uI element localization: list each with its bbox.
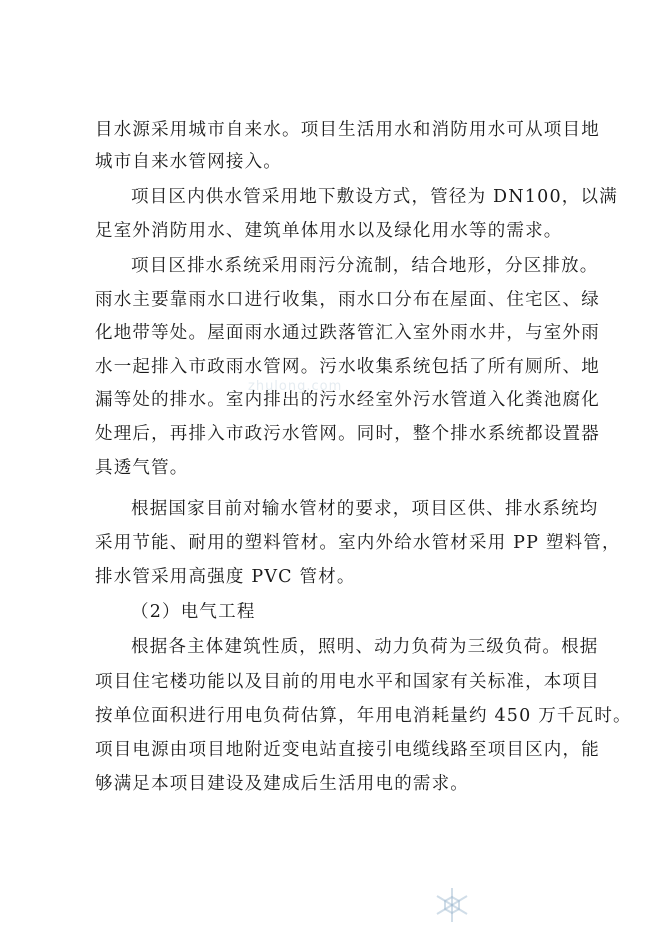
text-line: 具透气管。 bbox=[95, 458, 189, 478]
paragraph-start: 根据各主体建筑性质，照明、动力负荷为三级负荷。根据 bbox=[131, 637, 599, 657]
text-line: 足室外消防用水、建筑单体用水以及绿化用水等的需求。 bbox=[95, 221, 563, 241]
text-line: 排水管采用高强度 PVC 管材。 bbox=[95, 567, 356, 587]
text-line: 水一起排入市政雨水管网。污水收集系统包括了所有厕所、地 bbox=[95, 357, 600, 377]
text-line: 漏等处的排水。室内排出的污水经室外污水管道入化粪池腐化 bbox=[95, 390, 600, 410]
section-heading: （2）电气工程 bbox=[131, 602, 256, 622]
text-line: 雨水主要靠雨水口进行收集，雨水口分布在屋面、住宅区、绿 bbox=[95, 290, 600, 310]
text-line: 够满足本项目建设及建成后生活用电的需求。 bbox=[95, 774, 469, 794]
text-line: 项目电源由项目地附近变电站直接引电缆线路至项目区内，能 bbox=[95, 740, 600, 760]
text-line: 目水源采用城市自来水。项目生活用水和消防用水可从项目地 bbox=[95, 120, 600, 140]
text-line: 处理后，再排入市政污水管网。同时，整个排水系统都设置器 bbox=[95, 424, 600, 444]
snowflake-watermark-icon bbox=[432, 885, 472, 925]
text-line: 采用节能、耐用的塑料管材。室内外给水管材采用 PP 塑料管， bbox=[95, 533, 621, 553]
paragraph-start: 项目区内供水管采用地下敷设方式，管径为 DN100，以满 bbox=[131, 187, 618, 207]
text-line: 化地带等处。屋面雨水通过跌落管汇入室外雨水井，与室外雨 bbox=[95, 323, 600, 343]
text-line: 项目住宅楼功能以及目前的用电水平和国家有关标准，本项目 bbox=[95, 672, 600, 692]
paragraph-start: 根据国家目前对输水管材的要求，项目区供、排水系统均 bbox=[131, 499, 599, 519]
text-line: 按单位面积进行用电负荷估算，年用电消耗量约 450 万千瓦时。 bbox=[95, 706, 632, 726]
paragraph-start: 项目区排水系统采用雨污分流制，结合地形，分区排放。 bbox=[131, 256, 599, 276]
text-line: 城市自来水管网接入。 bbox=[95, 152, 282, 172]
watermark: zhulong.com bbox=[248, 379, 343, 394]
